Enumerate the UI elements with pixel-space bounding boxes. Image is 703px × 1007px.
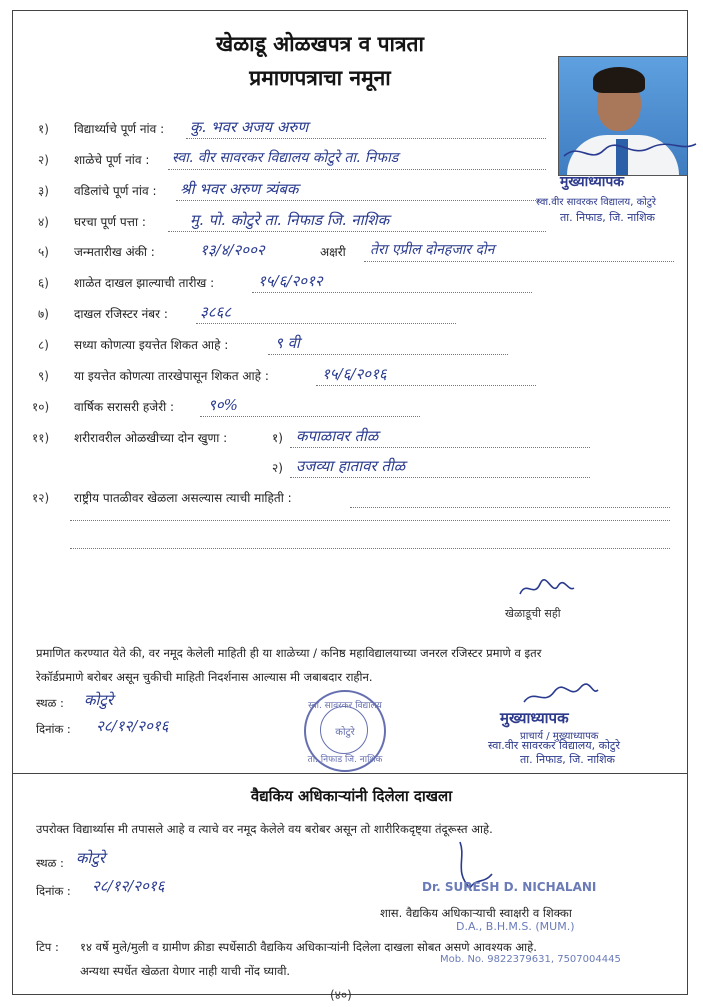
- field-number: ७): [38, 307, 49, 321]
- medical-signature-label: शास. वैद्यकिय अधिकाऱ्याची स्वाक्षरी व शिक्का: [380, 906, 572, 920]
- certification-line-2: रेकॉर्डप्रमाणे बरोबर असून चुकीची माहिती निदर्शनास आल्यास मी जबाबदार राहीन.: [36, 670, 373, 684]
- field-row-11: [0, 429, 700, 453]
- medical-date-value: २८/१२/२०१६: [92, 877, 165, 895]
- student-name-value: कु. भवर अजय अरुण: [190, 118, 309, 136]
- medical-place-value: कोटुरे: [76, 849, 106, 867]
- field-label: विद्यार्थ्याचे पूर्ण नांव :: [74, 122, 165, 136]
- principal-stamp-line1: प्राचार्य / मुख्याध्यापक: [520, 731, 599, 742]
- field-label: वडिलांचे पूर्ण नांव :: [74, 184, 157, 198]
- form-subtitle: प्रमाणपत्राचा नमूना: [249, 66, 391, 90]
- section-divider: [12, 773, 688, 774]
- current-class-value: ९ वी: [275, 334, 300, 352]
- field-row-5: [0, 243, 700, 267]
- field-number: ८): [38, 338, 49, 352]
- field-label: शरीरावरील ओळखीच्या दोन खुणा :: [74, 431, 228, 445]
- round-stamp-middle: कोटुरे: [335, 727, 355, 738]
- field-label: सध्या कोणत्या इयत्तेत शिकत आहे :: [74, 338, 229, 352]
- identification-mark-2: उजव्या हातावर तीळ: [296, 457, 406, 475]
- date-label: दिनांक :: [36, 722, 71, 736]
- note-line-2: अन्यथा स्पर्धेत खेळता येणार नाही याची नोंद घ्यावी.: [80, 964, 291, 978]
- admission-date-value: १५/६/२०१२: [258, 272, 323, 290]
- mark1-number: १): [272, 431, 283, 445]
- school-name-value: स्वा. वीर सावरकर विद्यालय कोटुरे ता. निफाड: [172, 150, 399, 166]
- field-number: ५): [38, 245, 49, 259]
- round-stamp-bottom: ता. निफाड जि. नाशिक: [307, 755, 383, 765]
- field-number: १): [38, 122, 49, 136]
- field-row-4: [0, 213, 700, 237]
- field-row-1: [0, 120, 700, 144]
- medical-date-label: दिनांक :: [36, 884, 71, 898]
- place-label: स्थळ :: [36, 696, 64, 710]
- principal-stamp-title: मुख्याध्यापक: [500, 709, 569, 727]
- field-row-8: [0, 336, 700, 360]
- field-label: वार्षिक सरासरी हजेरी :: [74, 400, 175, 414]
- photo-stamp-line2: ता. निफाड, जि. नाशिक: [560, 211, 656, 224]
- field-number: ६): [38, 276, 49, 290]
- dob-words-value: तेरा एप्रील दोनहजार दोन: [370, 242, 495, 258]
- note-label: टिप :: [36, 940, 59, 954]
- medical-place-label: स्थळ :: [36, 856, 64, 870]
- medical-section-title: वैद्यकिय अधिकाऱ्यांनी दिलेला दाखला: [250, 787, 453, 805]
- father-name-value: श्री भवर अरुण त्र्यंबक: [180, 180, 299, 198]
- date-value: २८/१२/२०१६: [96, 717, 169, 735]
- field-row-9: [0, 367, 700, 391]
- page-number: (४०): [330, 988, 352, 1002]
- principal-signature: [520, 680, 600, 710]
- dob-digits-value: १३/४/२००२: [200, 241, 265, 259]
- dob-words-label: अक्षरी: [320, 245, 346, 259]
- mark2-number: २): [272, 461, 283, 475]
- field-label: दाखल रजिस्टर नंबर :: [74, 307, 168, 321]
- field-row-12: [0, 489, 700, 513]
- attendance-value: ९०%: [208, 396, 238, 414]
- field-row-10: [0, 398, 700, 422]
- field-number: १२): [32, 491, 50, 505]
- field-number: ९): [38, 369, 49, 383]
- field-row-7: [0, 305, 700, 329]
- field-label: या इयत्तेत कोणत्या तारखेपासून शिकत आहे :: [74, 369, 269, 383]
- field-number: ११): [32, 431, 50, 445]
- school-round-stamp: [304, 690, 386, 772]
- field-label: जन्मतारीख अंकी :: [74, 245, 155, 259]
- field-label: शाळेत दाखल झाल्याची तारीख :: [74, 276, 215, 290]
- field-number: ४): [38, 215, 49, 229]
- class-since-value: १५/६/२०१६: [322, 365, 387, 383]
- place-value: कोटुरे: [84, 691, 114, 709]
- note-line-1: १४ वर्षे मुले/मुली व ग्रामीण क्रीडा स्पर्धेसाठी वैद्यकिय अधिकाऱ्यांनी दिलेला दाखला सोबत असणे आवश्यक आहे.: [80, 940, 537, 954]
- photo-stamp-line1: स्वा.वीर सावरकर विद्यालय, कोटुरे: [536, 197, 656, 208]
- field-row-11b: [0, 459, 700, 483]
- field-row-6: [0, 274, 700, 298]
- field-label: शाळेचे पूर्ण नांव :: [74, 153, 150, 167]
- principal-stamp-line3: ता. निफाड, जि. नाशिक: [520, 753, 616, 766]
- address-value: मु. पो. कोटुरे ता. निफाड जि. नाशिक: [190, 211, 390, 229]
- doctor-degree: D.A., B.H.M.S. (MUM.): [456, 920, 575, 933]
- field-label: घरचा पूर्ण पत्ता :: [74, 215, 146, 229]
- field-number: २): [38, 153, 49, 167]
- field-number: १०): [32, 400, 50, 414]
- form-title: खेळाडू ओळखपत्र व पात्रता: [216, 32, 424, 56]
- register-number-value: ३८६८: [200, 303, 232, 321]
- blank-line: [70, 548, 670, 549]
- player-signature: [516, 574, 576, 602]
- doctor-mobile: Mob. No. 9822379631, 7507004445: [440, 954, 621, 965]
- field-row-2: [0, 151, 700, 175]
- round-stamp-top: स्वा. सावरकर विद्यालय: [308, 701, 382, 711]
- blank-line: [70, 520, 670, 521]
- field-number: ३): [38, 184, 49, 198]
- field-row-3: [0, 182, 700, 206]
- player-signature-label: खेळाडूची सही: [505, 607, 561, 620]
- photo-stamp-title: मुख्याध्यापक: [560, 174, 625, 190]
- doctor-name: Dr. SURESH D. NICHALANI: [422, 880, 597, 894]
- field-label: राष्ट्रीय पातळीवर खेळला असल्यास त्याची माहिती :: [74, 491, 292, 505]
- principal-stamp-line2: स्वा.वीर सावरकर विद्यालय, कोटुरे: [488, 739, 620, 752]
- certification-line-1: प्रमाणित करण्यात येते की, वर नमूद केलेली माहिती ही या शाळेच्या / कनिष्ठ महाविद्यालयाच्या जनरल रजिस्टर प्रमाणे व इतर: [36, 646, 542, 660]
- identification-mark-1: कपाळावर तीळ: [296, 427, 379, 445]
- medical-statement: उपरोक्त विद्यार्थ्यास मी तपासले आहे व त्याचे वर नमूद केलेले वय बरोबर असून तो शारीरिकदृष्ट्या तंदूरूस्त आहे.: [36, 822, 493, 836]
